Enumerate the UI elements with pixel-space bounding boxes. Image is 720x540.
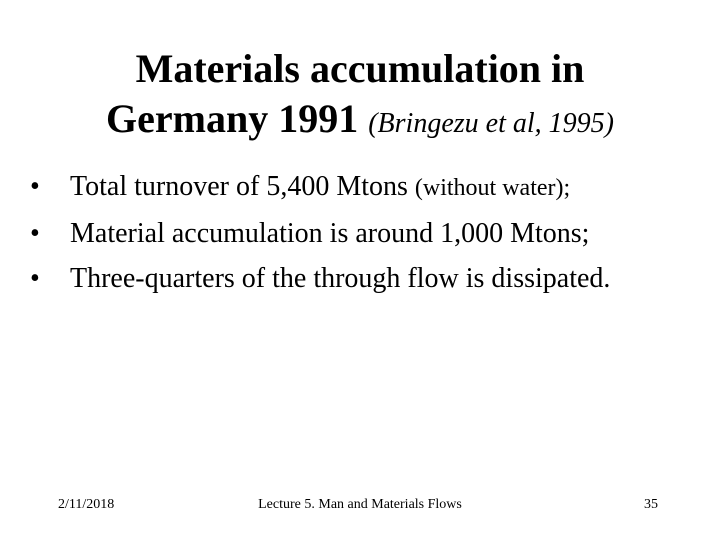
bullet-marker: • (30, 263, 40, 294)
bullet-marker: • (30, 218, 40, 249)
bullet-text: Material accumulation is around 1,000 Mtons; (70, 218, 590, 249)
footer-date: 2/11/2018 (58, 497, 115, 512)
footer-lecture-title: Lecture 5. Man and Materials Flows (258, 497, 462, 512)
bullet-aside: (without water); (414, 175, 571, 201)
footer-page-number: 35 (644, 497, 658, 512)
bullet-text: Three-quarters of the through flow is dissipated. (70, 263, 611, 294)
bullet-text: Total turnover of 5,400 Mtons (70, 171, 408, 202)
bullet-item (30, 256, 710, 301)
title-line-1: Materials accumulation in (135, 46, 585, 91)
title-citation: (Bringezu et al, 1995) (368, 108, 614, 139)
bullet-marker: • (30, 171, 40, 202)
slide-title (0, 44, 720, 149)
bullet-list (30, 164, 710, 301)
bullet-item (30, 164, 710, 211)
bullet-item (30, 211, 710, 256)
title-main: Germany 1991 (106, 96, 359, 141)
title-line-2 (0, 94, 720, 149)
